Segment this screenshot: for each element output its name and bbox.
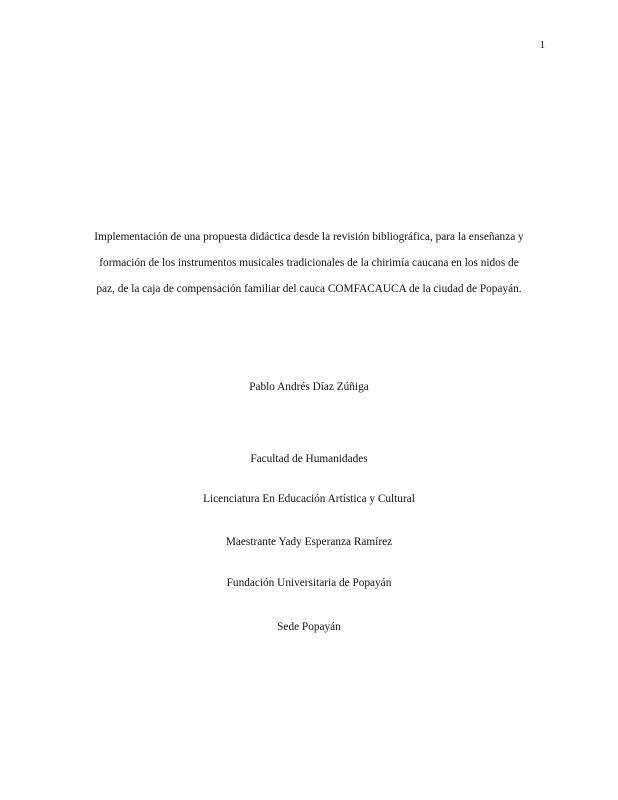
advisor-name: Maestrante Yady Esperanza Ramírez (225, 536, 393, 548)
title-line-1: Implementación de una propuesta didáctica desde la revisión bibliográfica, para la enseñanza y (94, 231, 524, 243)
author-name: Pablo Andrés Díaz Zúñiga (249, 381, 369, 393)
title-line-3: paz, de la caja de compensación familiar del cauca COMFACAUCA de la ciudad de Popayán. (96, 283, 522, 295)
institution-name: Fundación Universitaria de Popayán (226, 577, 392, 589)
document-title (70, 224, 548, 302)
page-number: 1 (539, 39, 545, 51)
faculty-name: Facultad de Humanidades (250, 453, 368, 465)
title-line-2: formación de los instrumentos musicales tradicionales de la chirimía caucana en los nidos de (99, 257, 519, 269)
campus-name: Sede Popayán (277, 621, 341, 633)
program-name: Licenciatura En Educación Artística y Cultural (203, 493, 415, 505)
